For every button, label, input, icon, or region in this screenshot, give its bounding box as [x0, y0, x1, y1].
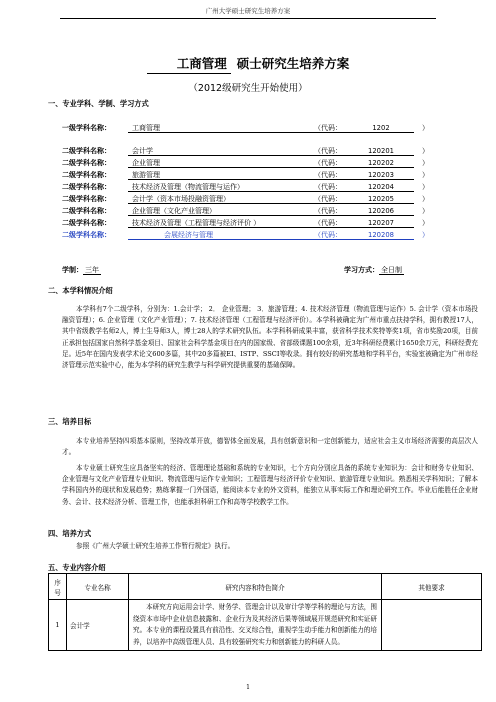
- row-intro: 本研究方向运用会计学、财务学、管理会计以及审计学等学科的理论与方法，围绕资本市场中企业信息披露和、企业行为及其经济后果等领域展开规范研究和实证研究。本专业的课程设置具有前沿性、交叉综合性，重视学生动手能力和创新能力的培养，以培养中高级管理人员、具有较强研究实力和创新能力的科研人员。: [129, 600, 382, 651]
- code-label: （代码：: [314, 159, 342, 167]
- code-close: ）: [422, 159, 429, 167]
- row-number: 1: [49, 600, 67, 651]
- training-mode-paragraph: 参照《广州大学硕士研究生培养工作暂行规定》执行。: [76, 542, 235, 550]
- second-level-code: 120205: [348, 194, 414, 204]
- second-level-label: 二级学科名称：: [62, 231, 111, 239]
- code-close: ）: [422, 147, 429, 155]
- code-close: ）: [422, 183, 429, 191]
- column-header-other: 其他要求: [382, 574, 482, 600]
- second-level-code: 120206: [348, 206, 414, 216]
- duration-label: 学制：: [62, 266, 83, 274]
- second-level-name: 旅游管理: [128, 170, 372, 180]
- second-level-code: 120207: [348, 218, 414, 228]
- second-level-label: 二级学科名称：: [62, 219, 111, 227]
- second-level-label: 二级学科名称：: [62, 147, 111, 155]
- second-level-label: 二级学科名称：: [62, 183, 111, 191]
- first-level-row: [62, 123, 482, 133]
- first-level-code: 1202: [348, 123, 414, 133]
- code-label: （代码：: [314, 183, 342, 191]
- row-major-name: 会计学: [67, 600, 129, 651]
- second-level-label: 二级学科名称：: [62, 207, 111, 215]
- row-other-requirements: [382, 600, 482, 651]
- second-level-name: 技术经济及管理（物流管理与运作）: [128, 182, 372, 192]
- section-heading-3: 三、培养目标: [48, 417, 92, 426]
- second-level-row: [62, 218, 482, 228]
- code-label: （代码：: [314, 147, 342, 155]
- page-number: 1: [246, 684, 250, 691]
- section-heading-2: 二、本学科情况介绍: [48, 286, 113, 295]
- discipline-intro-paragraph: 本学科有7个二级学科，分别为：1.会计学； 2． 企业管理； 3．旅游管理；4. 技术经济管理（物流管理与运作）5. 会计学（资本市场投融资管理）；6. 企业管理（文化产业管理）；7. 技术经济管理（工程管理与经济评价）。本学科被确定为广州市重点扶持学科，拥有教授17人，其中省级教学名师2人，博士生导师3人，博士28人的学术研究队伍。本学科科研成果丰富，获省科学技术奖特等奖1项，省市奖励20项，目前正承担包括国家自然科学基金项目、国家社会科学基金项目在内的国家级、省部级课题100余项，近3年科研经费累计1650余万元，科研经费充足。近5年在国内发表学术论文600多篇，其中20多篇被EI、ISTP、SSCI等收录。拥有较好的研究基地和学科平台，实验室被确定为广州市经济管理示范实验中心，能为本学科的研究生教学与科学研究提供重要的基础保障。: [62, 305, 478, 370]
- second-level-name: 会计学: [128, 146, 372, 156]
- second-level-row: [62, 182, 482, 192]
- second-level-code: 120202: [348, 158, 414, 168]
- second-level-row: [62, 206, 482, 216]
- second-level-code: 120201: [348, 146, 414, 156]
- study-mode-field: [344, 265, 404, 275]
- code-label: （代码：: [314, 195, 342, 203]
- duration-field: [62, 265, 101, 275]
- column-header-major: 专业名称: [67, 574, 129, 600]
- major-content-table: [48, 573, 482, 651]
- study-mode-value: 全日制: [381, 266, 402, 274]
- second-level-label: 二级学科名称：: [62, 159, 111, 167]
- table-row: [49, 600, 482, 651]
- title-discipline: 工商管理: [147, 54, 231, 74]
- second-level-row: [62, 194, 482, 204]
- page-header: 广州大学硕士研究生培养方案: [60, 6, 436, 19]
- code-close: ）: [422, 207, 429, 215]
- code-label: （代码：: [314, 207, 342, 215]
- first-level-label: 一级学科名称：: [62, 124, 111, 132]
- table-header-row: [49, 574, 482, 600]
- goal-paragraph-2: 本专业硕士研究生应具备坚实的经济、管理理论基础和系统的专业知识，七个方向分别应具备的系统专业知识为：会计和财务专业知识、企业管理与文化产业管理专业知识、物流管理与运作专业知识；工程管理与经济评价专业知识、旅游管理专业知识。熟悉相关学科知识；了解本学科国内外的现状和发展趋势；熟练掌握一门外国语，能阅读本专业的外文资料，能独立从事实际工作和理论研究工作。毕业后能胜任企业财务、会计、技术经济分析、管理工作，也能承担科研工作和高等学校教学工作。: [62, 464, 478, 506]
- code-close: ）: [422, 124, 429, 132]
- code-label: （代码：: [314, 231, 342, 239]
- title-rest: 硕士研究生培养方案: [236, 56, 350, 71]
- column-header-no: 序号: [49, 574, 67, 600]
- code-close: ）: [422, 231, 429, 239]
- code-close: ）: [422, 219, 429, 227]
- second-level-name: 技术经济及管理（工程管理与经济评价 ）: [128, 218, 372, 228]
- second-level-name: 企业管理: [128, 158, 372, 168]
- section-heading-1: 一、专业学科、学制、学习方式: [48, 99, 149, 108]
- code-close: ）: [422, 195, 429, 203]
- first-level-name: 工商管理: [128, 123, 372, 133]
- second-level-name: 会计学（资本市场投融资管理）: [128, 194, 372, 204]
- second-level-row: [62, 170, 482, 180]
- second-level-code: 120208: [348, 230, 414, 240]
- second-level-code: 120204: [348, 182, 414, 192]
- duration-value: 三年: [85, 266, 99, 274]
- second-level-row-highlighted: [62, 230, 482, 240]
- second-level-label: 二级学科名称：: [62, 171, 111, 179]
- code-label: （代码：: [314, 171, 342, 179]
- goal-paragraph-1: 本专业培养坚持四项基本原则，坚持改革开放，德智体全面发展，具有创新意识和一定创新能力，适应社会主义市场经济需要的高层次人才。: [62, 437, 478, 457]
- section-heading-5: 五、专业内容介绍: [48, 563, 106, 572]
- code-label: （代码：: [314, 124, 342, 132]
- code-label: （代码：: [314, 219, 342, 227]
- second-level-name: 会展经济与管理: [128, 230, 404, 240]
- column-header-content: 研究内容和特色简介: [129, 574, 382, 600]
- second-level-name: 企业管理（文化产业管理）: [128, 206, 372, 216]
- second-level-row: [62, 158, 482, 168]
- section-heading-4: 四、培养方式: [48, 529, 92, 538]
- page-subtitle: （2012级研究生开始使用）: [188, 83, 308, 94]
- second-level-row: [62, 146, 482, 156]
- second-level-label: 二级学科名称：: [62, 195, 111, 203]
- page-title: [0, 54, 496, 74]
- code-close: ）: [422, 171, 429, 179]
- study-mode-label: 学习方式：: [344, 266, 379, 274]
- second-level-code: 120203: [348, 170, 414, 180]
